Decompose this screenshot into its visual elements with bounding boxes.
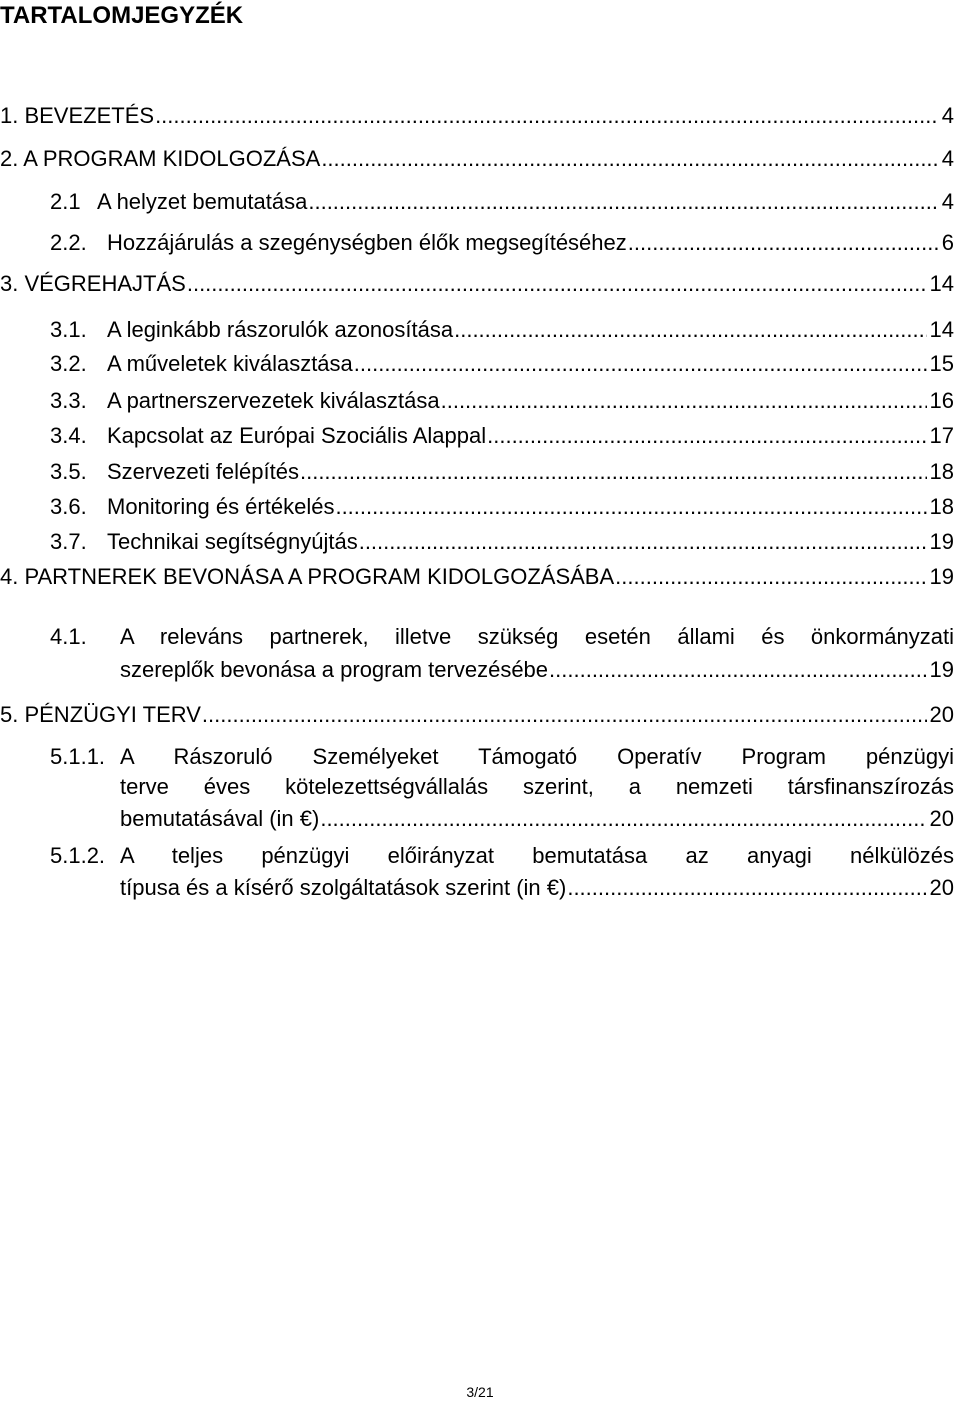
toc-page-number: 14 (929, 271, 954, 296)
toc-entry-4[interactable] (0, 561, 954, 591)
toc-entry-number: 3.6. (50, 494, 87, 519)
toc-entry-title: A helyzet bemutatása (97, 189, 308, 214)
dot-leader (202, 701, 927, 729)
dot-leader (441, 387, 927, 415)
toc-entry-text: 1. BEVEZETÉS (0, 103, 155, 128)
page-number: 3/21 (466, 1384, 494, 1400)
toc-page-number: 15 (929, 351, 954, 376)
toc-entry-number: 2.1 (50, 189, 81, 214)
toc-entry-title-line: típusa és a kísérő szolgáltatások szerint (in €) (120, 875, 567, 900)
toc-page-number: 16 (929, 388, 954, 413)
toc-entry-number: 3.3. (50, 388, 87, 413)
dot-leader (567, 874, 926, 902)
dot-leader (359, 528, 927, 556)
dot-leader (454, 316, 926, 344)
toc-entry-number: 3.5. (50, 459, 87, 484)
toc-entry-text: 2. A PROGRAM KIDOLGOZÁSA (0, 146, 321, 171)
dot-leader (628, 229, 939, 257)
toc-entry-title: A leginkább rászorulók azonosítása (107, 317, 454, 342)
toc-entry-number: 3.1. (50, 317, 87, 342)
toc-entry-3-1[interactable] (50, 314, 954, 344)
toc-entry-2-1[interactable] (50, 186, 954, 216)
toc-entry-title: Szervezeti felépítés (107, 459, 299, 484)
toc-entry-2[interactable] (0, 143, 954, 173)
toc-page-number: 20 (929, 702, 954, 727)
toc-entry-number: 2.2. (50, 230, 87, 255)
toc-entry-title: Kapcsolat az Európai Szociális Alappal (107, 423, 487, 448)
toc-entry-number: 4.1. (50, 624, 87, 649)
toc-entry-title-line: A releváns partnerek, illetve szükség esetén állami és önkormányzati (120, 624, 954, 649)
toc-entry-3-2[interactable] (50, 348, 954, 378)
toc-entry-number: 3.7. (50, 529, 87, 554)
dot-leader (487, 422, 926, 450)
dot-leader (308, 188, 938, 216)
toc-page-number: 19 (929, 657, 954, 682)
dot-leader (354, 350, 927, 378)
toc-entry-3-4[interactable] (50, 420, 954, 450)
toc-entry-3-7[interactable] (50, 526, 954, 556)
toc-entry-title: Monitoring és értékelés (107, 494, 335, 519)
toc-page-number: 14 (929, 317, 954, 342)
toc-page-number: 6 (941, 230, 954, 255)
toc-page-number: 18 (929, 459, 954, 484)
dot-leader (615, 563, 926, 591)
toc-entry-title-line: A teljes pénzügyi előirányzat bemutatása az anyagi nélkülözés (120, 843, 954, 868)
dot-leader (549, 656, 926, 684)
toc-entry-title: Technikai segítségnyújtás (107, 529, 358, 554)
toc-page-number: 19 (929, 564, 954, 589)
toc-entry-title-line: A Rászoruló Személyeket Támogató Operatív Program pénzügyi (120, 744, 954, 769)
toc-page-number: 19 (929, 529, 954, 554)
toc-entry-3[interactable] (0, 268, 954, 298)
toc-entry-2-2[interactable] (50, 227, 954, 257)
dot-leader (155, 102, 939, 130)
toc-entry-5[interactable] (0, 699, 954, 729)
toc-page-number: 18 (929, 494, 954, 519)
toc-entry-title-line: szereplők bevonása a program tervezésébe (120, 657, 549, 682)
page-title: TARTALOMJEGYZÉK (0, 2, 244, 29)
toc-entry-title-line: bemutatásával (in €) (120, 806, 320, 831)
toc-entry-3-3[interactable] (50, 385, 954, 415)
toc-entry-title: Hozzájárulás a szegénységben élők megsegítéséhez (107, 230, 627, 255)
toc-page-number: 20 (929, 875, 954, 900)
toc-entry-title-line: terve éves kötelezettségvállalás szerint, a nemzeti társfinanszírozás (120, 774, 954, 799)
dot-leader (187, 270, 927, 298)
toc-entry-text: 4. PARTNEREK BEVONÁSA A PROGRAM KIDOLGOZÁSÁBA (0, 564, 615, 589)
toc-entry-1[interactable] (0, 100, 954, 130)
toc-page-number: 20 (929, 806, 954, 831)
dot-leader (300, 458, 927, 486)
toc-entry-3-6[interactable] (50, 491, 954, 521)
toc-entry-number: 5.1.1. (50, 744, 106, 769)
toc-entry-3-5[interactable] (50, 456, 954, 486)
toc-page-number: 4 (941, 189, 954, 214)
toc-entry-number: 3.4. (50, 423, 87, 448)
toc-entry-title: A műveletek kiválasztása (107, 351, 353, 376)
toc-entry-title: A partnerszervezetek kiválasztása (107, 388, 440, 413)
toc-entry-text: 5. PÉNZÜGYI TERV (0, 702, 201, 727)
toc-page-number: 17 (929, 423, 954, 448)
dot-leader (335, 493, 926, 521)
dot-leader (320, 805, 926, 833)
toc-entry-number: 3.2. (50, 351, 87, 376)
toc-page-number: 4 (941, 103, 954, 128)
dot-leader (321, 145, 938, 173)
toc-entry-text: 3. VÉGREHAJTÁS (0, 271, 186, 296)
toc-entry-number: 5.1.2. (50, 843, 106, 868)
toc-page-number: 4 (941, 146, 954, 171)
